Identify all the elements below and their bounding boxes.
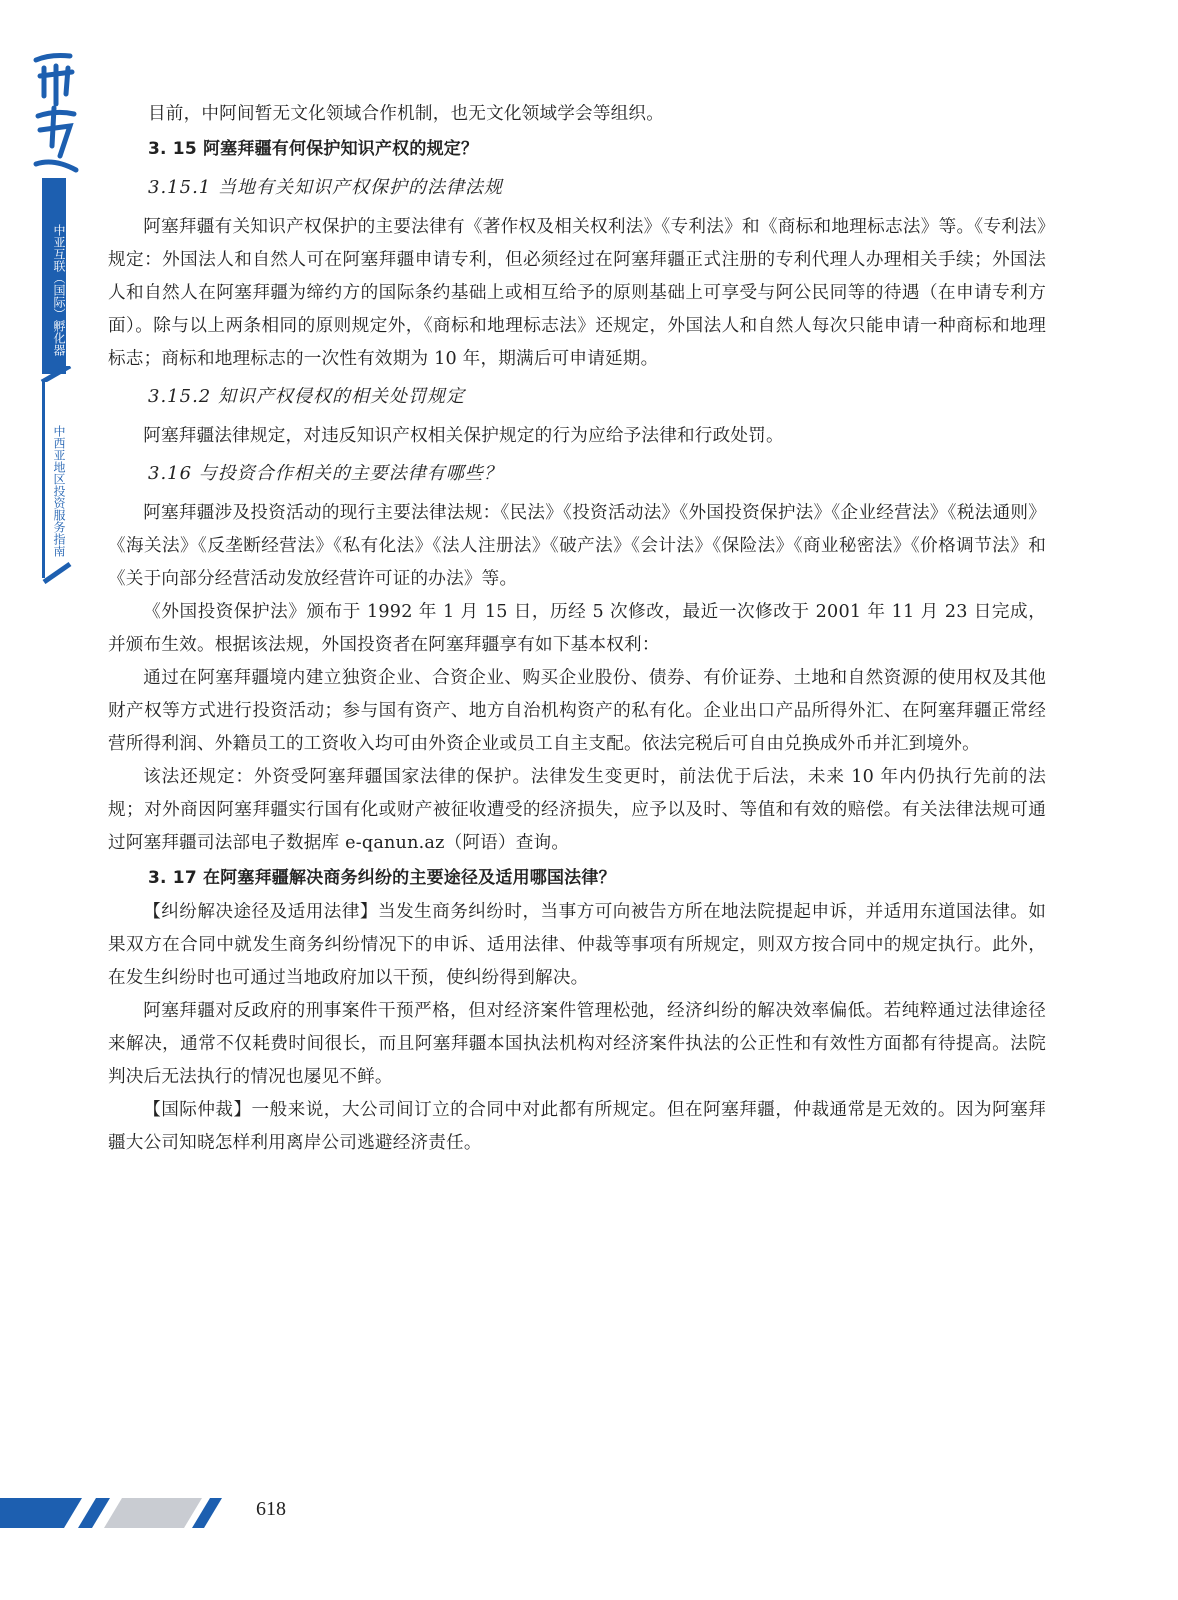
subsection-heading: 3.15.2 知识产权侵权的相关处罚规定 [148,386,465,407]
document-body [108,98,1046,1160]
paragraph: 【纠纷解决途径及适用法律】当发生商务纠纷时，当事方可向被告方所在地法院提起申诉，并适用东道国法律。如果双方在合同中就发生商务纠纷情况下的申诉、适用法律、仲裁等事项有所规定，则双方按合同中的规定执行。此外，在发生纠纷时也可通过当地政府加以干预，使纠纷得到解决。 [108,902,1046,988]
paragraph: 目前，中阿间暂无文化领域合作机制，也无文化领域学会等组织。 [148,104,665,124]
side-slash-mark-bottom [40,560,74,584]
paragraph: 阿塞拜疆涉及投资活动的现行主要法律法规：《民法》《投资活动法》《外国投资保护法》《企业经营法》《税法通则》《海关法》《反垄断经营法》《私有化法》《法人注册法》《破产法》《会计法》《保险法》《商业秘密法》《价格调节法》和《关于向部分经营活动发放经营许可证的办法》等。 [108,503,1046,589]
subsection-heading: 3.15.1 当地有关知识产权保护的法律法规 [148,177,503,198]
belt-road-logo [30,46,82,176]
paragraph: 阿塞拜疆法律规定，对违反知识产权相关保护规定的行为应给予法律和行政处罚。 [143,426,784,446]
paragraph: 通过在阿塞拜疆境内建立独资企业、合资企业、购买企业股份、债券、有价证券、土地和自然资源的使用权及其他财产权等方式进行投资活动；参与国有资产、地方自治机构资产的私有化。企业出口产品所得外汇、在阿塞拜疆正常经营所得利润、外籍员工的工资收入均可由外资企业或员工自主支配。依法完税后可自由兑换成外币并汇到境外。 [108,668,1046,754]
footer-stripes [0,1494,230,1530]
paragraph: 阿塞拜疆对反政府的刑事案件干预严格，但对经济案件管理松弛，经济纠纷的解决效率偏低。若纯粹通过法律途径来解决，通常不仅耗费时间很长，而且阿塞拜疆本国执法机构对经济案件执法的公正性和有效性方面都有待提高。法院判决后无法执行的情况也屡见不鲜。 [108,1001,1046,1087]
side-band-guide: 中西亚地区投资服务指南 [42,382,66,578]
paragraph: 该法还规定：外资受阿塞拜疆国家法律的保护。法律发生变更时，前法优于后法，未来 10 年内仍执行先前的法规；对外商因阿塞拜疆实行国有化或财产被征收遭受的经济损失，应予以及时、等值和有效的赔偿。有关法律法规可通过阿塞拜疆司法部电子数据库 e-qanun.az（阿语）查询。 [108,767,1046,853]
subsection-heading: 3.16 与投资合作相关的主要法律有哪些？ [148,463,503,484]
page-number: 618 [256,1498,286,1520]
section-heading: 3. 17 在阿塞拜疆解决商务纠纷的主要途径及适用哪国法律？ [148,868,616,888]
section-heading: 3. 15 阿塞拜疆有何保护知识产权的规定？ [148,139,479,159]
paragraph: 《外国投资保护法》颁布于 1992 年 1 月 15 日，历经 5 次修改，最近一次修改于 2001 年 11 月 23 日完成，并颁布生效。根据该法规，外国投资者在阿塞拜疆享有如下基本权利： [108,602,1046,655]
side-band-incubator: 中亚互联（国际）孵化器 [42,178,66,374]
paragraph: 【国际仲裁】一般来说，大公司间订立的合同中对此都有所规定。但在阿塞拜疆，仲裁通常是无效的。因为阿塞拜疆大公司知晓怎样利用离岸公司逃避经济责任。 [108,1100,1046,1153]
side-slash-mark [40,366,74,382]
paragraph: 阿塞拜疆有关知识产权保护的主要法律有《著作权及相关权利法》《专利法》和《商标和地理标志法》等。《专利法》规定：外国法人和自然人可在阿塞拜疆申请专利，但必须经过在阿塞拜疆正式注册的专利代理人办理相关手续；外国法人和自然人在阿塞拜疆为缔约方的国际条约基础上或相互给予的原则基础上可享受与阿公民同等的待遇（在申请专利方面）。除与以上两条相同的原则规定外，《商标和地理标志法》还规定，外国法人和自然人每次只能申请一种商标和地理标志；商标和地理标志的一次性有效期为 10 年，期满后可申请延期。 [108,217,1046,369]
